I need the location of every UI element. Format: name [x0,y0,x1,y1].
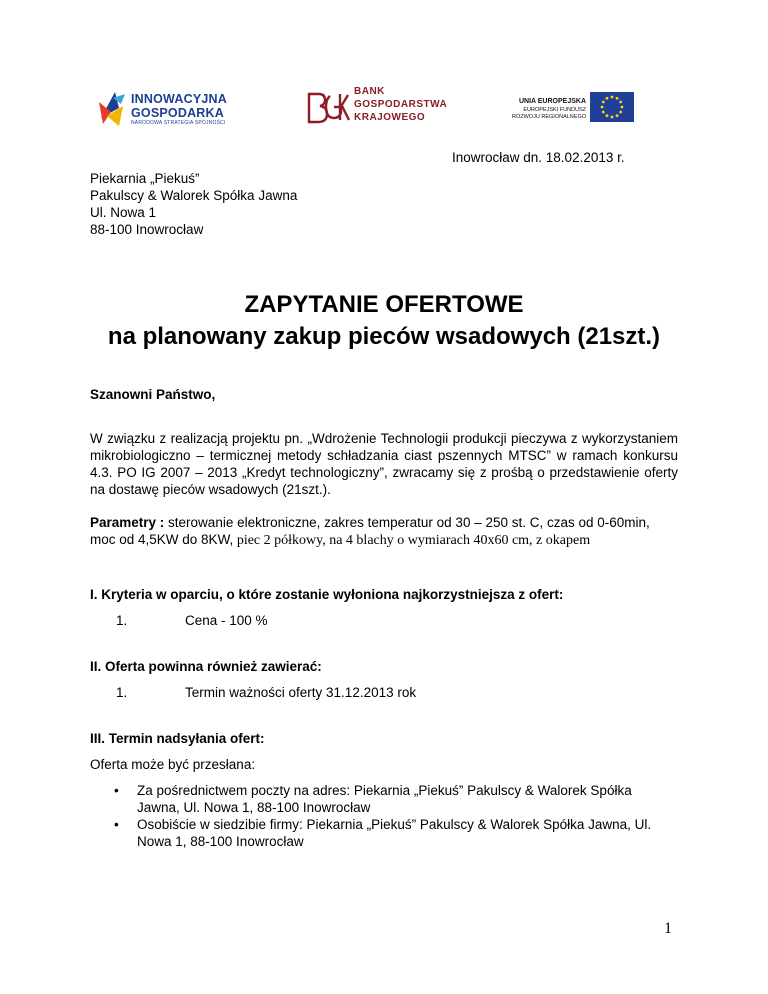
bullet-icon: • [114,817,119,832]
innowacyjna-gospodarka-mark-icon [97,88,127,128]
delivery-option-2-line1: Osobiście w siedzibie firmy: Piekarnia „Piekuś” Pakulscy & Walorek Spółka Jawna, Ul. [137,817,652,832]
bgk-logo-line1: BANK [354,86,385,97]
sender-name: Piekarnia „Piekuś” [90,171,200,186]
section-1-item-text: Cena - 100 % [185,613,268,628]
section-1-item-number: 1. [116,613,128,628]
bgk-logo-line3: KRAJOWEGO [354,112,426,123]
section-1-heading: I. Kryteria w oparciu, o które zostanie wyłoniona najkorzystniejsza z ofert: [90,587,564,602]
eu-logo-line3: ROZWOJU REGIONALNEGO [512,114,586,120]
section-3-heading: III. Termin nadsyłania ofert: [90,731,265,746]
bgk-monogram-icon [306,88,350,126]
parameters-text-2a: moc od 4,5KW do 8KW, [90,532,234,547]
bgk-logo-line2: GOSPODARSTWA [354,99,448,110]
eu-logo [504,92,634,126]
intro-paragraph: W związku z realizacją projektu pn. „Wdrożenie Technologii produkcji pieczywa z wykorzystaniem mikrobiologiczno – termicznej metody schładzania ciast pszennych MTSC” w ramach konkursu 4.3. PO IG 2007 – 2013 „Kredyt technologiczny”, zwracamy się z prośbą o przedstawienie oferty na dostawę pieców wsadowych (21szt.). [90,431,678,497]
sender-company: Pakulscy & Walorek Spółka Jawna [90,188,298,203]
parameters-text-1: sterowanie elektroniczne, zakres temperatur od 30 – 250 st. C, czas od 0-60min, [164,515,650,530]
page-number: 1 [664,920,672,937]
section-2-item-text: Termin ważności oferty 31.12.2013 rok [185,685,417,700]
sender-city: 88-100 Inowrocław [90,222,204,237]
innowacyjna-gospodarka-logo [97,86,237,130]
ig-logo-line3: NARODOWA STRATEGIA SPÓJNOŚCI [131,120,226,126]
date-line: Inowrocław dn. 18.02.2013 r. [452,150,625,165]
eu-logo-line1: UNIA EUROPEJSKA [518,98,586,105]
parameters-label: Parametry : [90,515,165,530]
delivery-options-list [114,782,677,850]
bullet-icon: • [114,783,119,798]
eu-flag-icon [590,92,634,122]
bgk-logo [306,86,448,130]
section-2-item-number: 1. [116,685,128,700]
sender-address [90,170,297,238]
ig-logo-line1: INNOWACYJNA [131,92,227,106]
sender-street: Ul. Nowa 1 [90,205,157,220]
list-item [114,816,677,850]
eu-logo-line2: EUROPEJSKI FUNDUSZ [523,107,586,113]
section-2-heading: II. Oferta powinna również zawierać: [90,659,322,674]
page-title: ZAPYTANIE OFERTOWE [244,291,524,318]
delivery-option-2-line2: Nowa 1, 88-100 Inowrocław [137,834,304,849]
ig-logo-line2: GOSPODARKA [131,106,224,120]
greeting: Szanowni Państwo, [90,387,216,402]
delivery-option-1-line1: Za pośrednictwem poczty na adres: Piekarnia „Piekuś” Pakulscy & Walorek Spółka [137,783,632,798]
delivery-option-1-line2: Jawna, Ul. Nowa 1, 88-100 Inowrocław [137,800,371,815]
list-item [114,782,677,816]
parameters-text-2b: piec 2 półkowy, na 4 blachy o wymiarach 40x60 cm, z okapem [233,533,591,548]
page-subtitle: na planowany zakup pieców wsadowych (21szt.) [107,323,661,350]
section-3-intro: Oferta może być przesłana: [90,757,256,772]
parameters-paragraph [90,514,678,549]
